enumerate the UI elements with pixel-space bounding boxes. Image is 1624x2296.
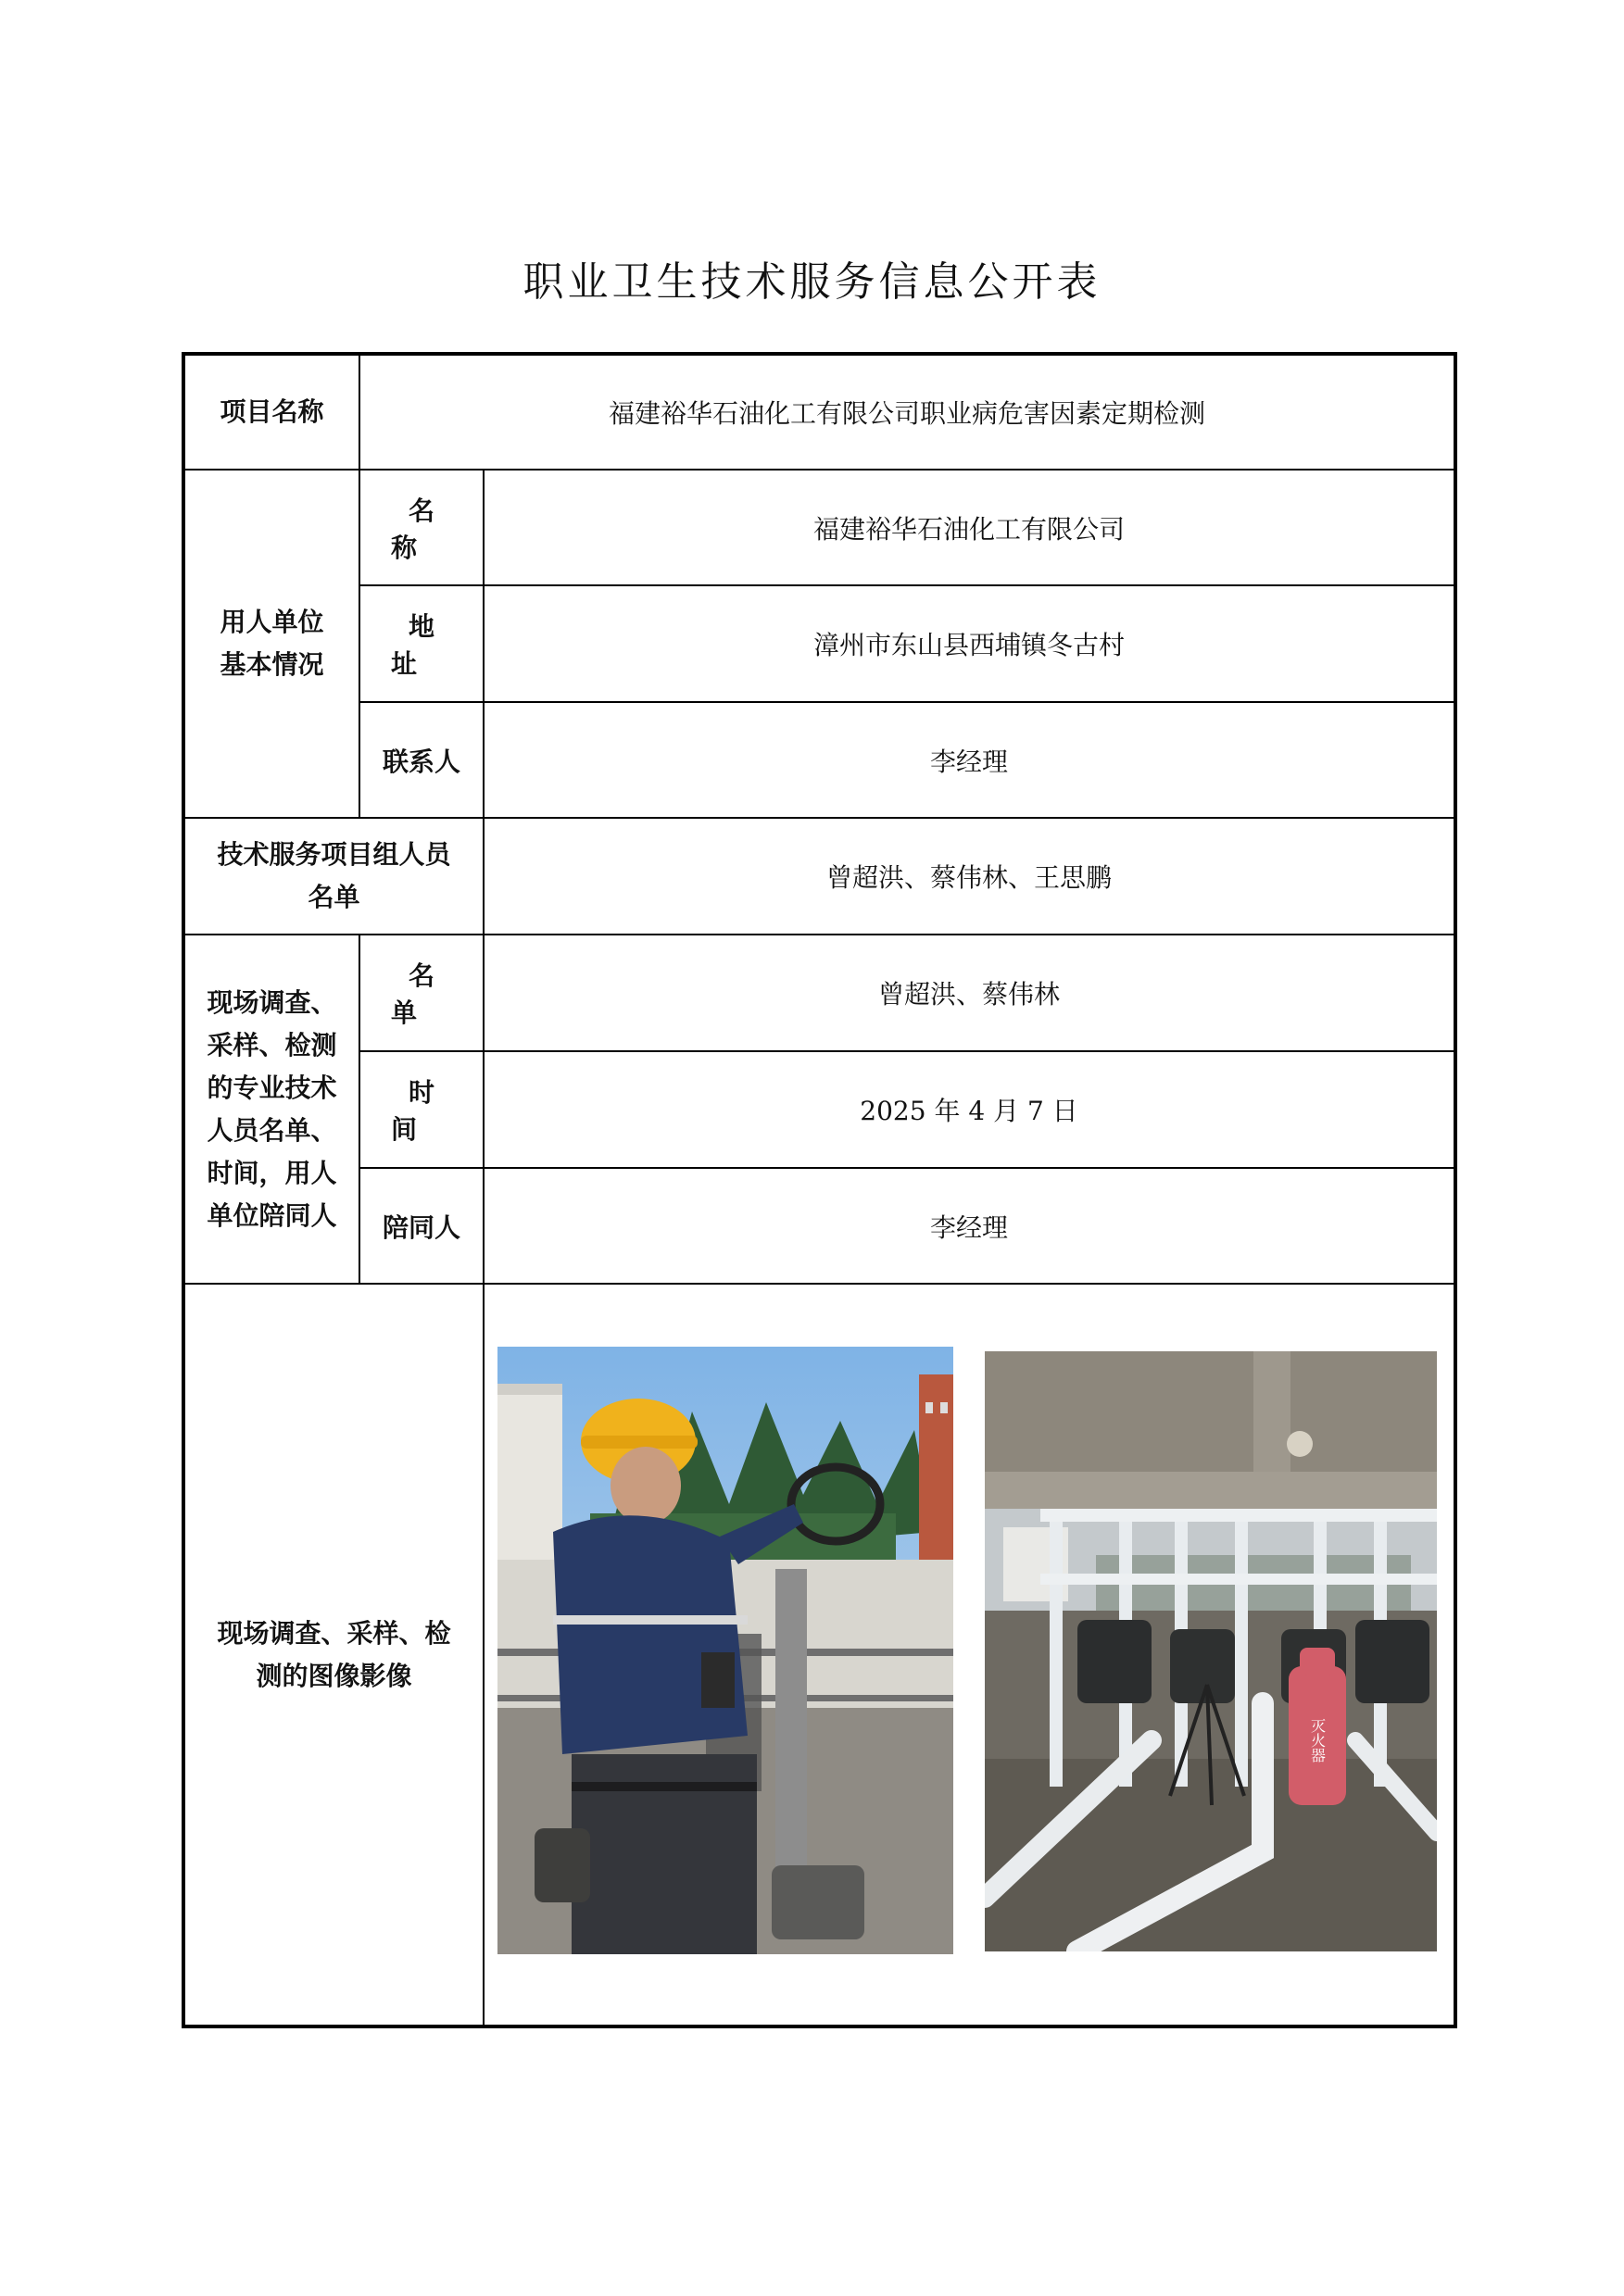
- employer-label-line1: 用人单位: [220, 607, 324, 637]
- row-employer-contact: [183, 702, 1455, 818]
- employer-address-value: 漳州市东山县西埔镇冬古村: [484, 585, 1455, 702]
- employer-address-label: 地址: [390, 611, 470, 679]
- field-label-line: 采样、检测: [207, 1029, 337, 1060]
- row-employer-name: [183, 470, 1455, 585]
- project-value: 福建裕华石油化工有限公司职业病危害因素定期检测: [359, 354, 1455, 470]
- field-label-line: 单位陪同人: [207, 1199, 337, 1231]
- field-list-value: 曾超洪、蔡伟林: [484, 935, 1455, 1051]
- field-label-line: 的专业技术: [207, 1072, 337, 1103]
- field-escort-value: 李经理: [484, 1168, 1455, 1284]
- extinguisher-label: 灭火器: [1308, 1718, 1327, 1763]
- field-time-label: 时间: [390, 1077, 470, 1145]
- field-list-label: 名单: [390, 960, 470, 1028]
- project-label: 项目名称: [183, 354, 359, 470]
- page-title: 职业卫生技术服务信息公开表: [522, 258, 1102, 306]
- employer-label: [183, 470, 359, 818]
- info-table: [182, 352, 1457, 2028]
- worker-sampling-photo: [497, 1347, 953, 1954]
- team-label: [183, 818, 484, 935]
- employer-name-label: 名称: [390, 495, 470, 563]
- row-employer-address: [183, 585, 1455, 702]
- team-value: 曾超洪、蔡伟林、王思鹏: [484, 818, 1455, 935]
- employer-contact-label: 联系人: [359, 702, 484, 818]
- row-images: [183, 1284, 1455, 2026]
- images-label-line2: 测的图像影像: [256, 1660, 412, 1691]
- images-cell: [484, 1284, 1455, 2026]
- pump-station-photo: [985, 1351, 1437, 1951]
- row-project: [183, 354, 1455, 470]
- row-team: [183, 818, 1455, 935]
- employer-contact-value: 李经理: [484, 702, 1455, 818]
- field-label-line: 现场调查、: [207, 986, 337, 1018]
- images-label-line1: 现场调查、采样、检: [217, 1617, 451, 1649]
- row-field-escort: [183, 1168, 1455, 1284]
- row-field-list: [183, 935, 1455, 1051]
- row-field-time: [183, 1051, 1455, 1168]
- images-label: [183, 1284, 484, 2026]
- field-time-value: 2025 年 4 月 7 日: [484, 1051, 1455, 1168]
- field-label-line: 时间，用人: [207, 1157, 337, 1188]
- team-label-line2: 名单: [308, 882, 360, 912]
- employer-label-line2: 基本情况: [220, 649, 324, 680]
- employer-name-value: 福建裕华石油化工有限公司: [484, 470, 1455, 585]
- field-label: [183, 935, 359, 1284]
- team-label-line1: 技术服务项目组人员: [217, 839, 451, 870]
- field-escort-label: 陪同人: [359, 1168, 484, 1284]
- field-label-line: 人员名单、: [207, 1114, 337, 1146]
